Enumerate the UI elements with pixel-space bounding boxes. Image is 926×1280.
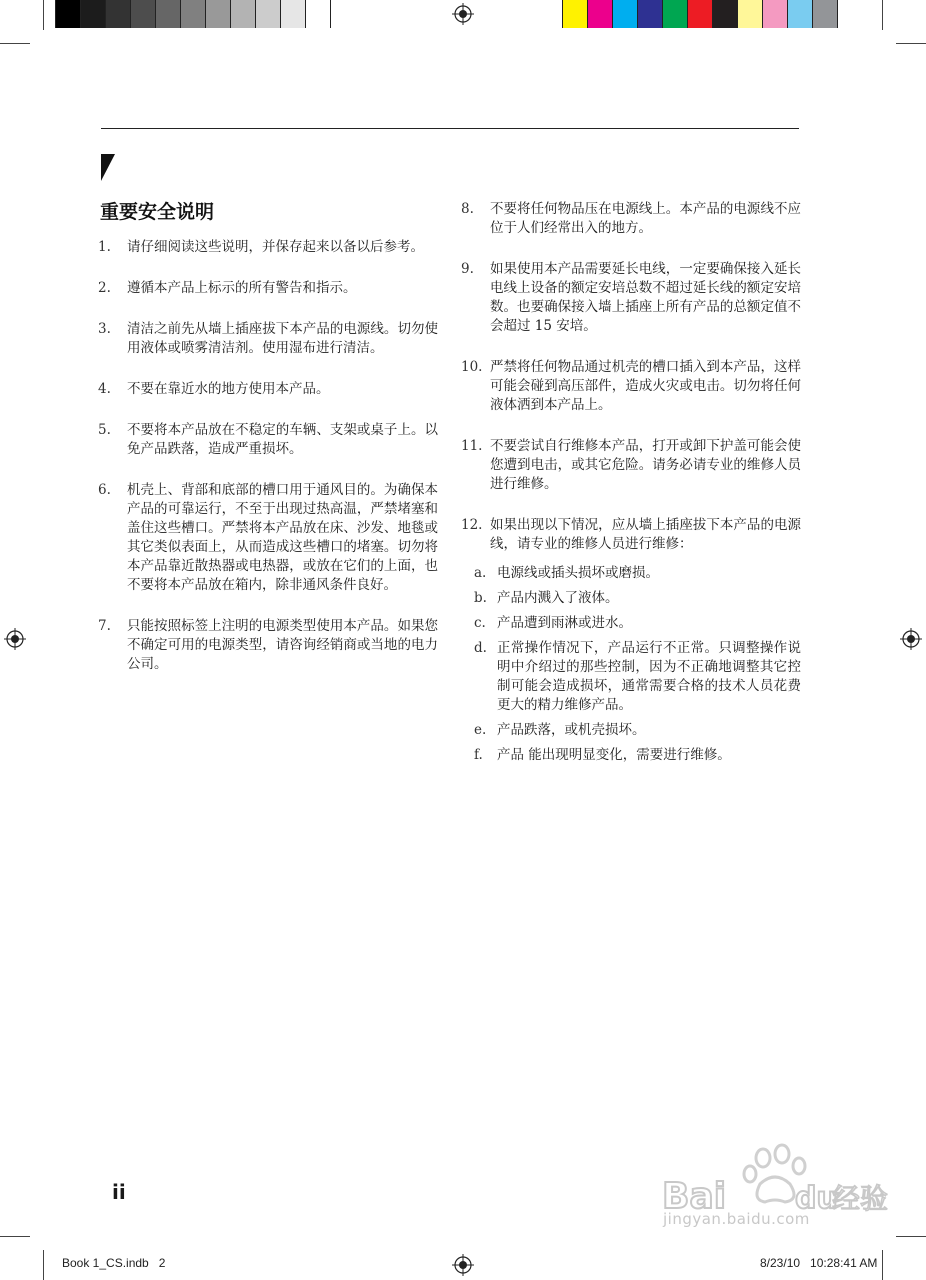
calibration-swatch [181,0,206,28]
crop-mark [896,1236,926,1237]
calibration-swatch [688,0,713,28]
calibration-swatch [81,0,106,28]
list-item-number: f. [474,747,483,763]
calibration-swatch [788,0,813,28]
crop-mark [43,1250,44,1280]
calibration-swatch [713,0,738,28]
registration-mark-icon [4,628,26,650]
list-item-number: 2. [98,280,111,296]
calibration-swatch [106,0,131,28]
list-item-number: 1. [98,239,111,255]
list-item [98,481,438,595]
list-item [461,516,801,554]
list-item [98,421,438,459]
list-item-text: 电源线或插头损坏或磨损。 [497,565,659,581]
right-column [461,200,801,771]
list-item-number: b. [474,590,487,606]
crop-mark [882,1250,883,1280]
list-item-text: 机壳上、背部和底部的槽口用于通风目的。为确保本产品的可靠运行，不至于出现过热高温，严禁堵塞和盖住这些槽口。严禁将本产品放在床、沙发、地毯或其它类似表面上，从而造成这些槽口的堵塞。切勿将本产品靠近散热器或电热器，或放在它们的上面，也不要将本产品放在箱内，除非通风条件良好。 [127,482,438,593]
section-title: 重要安全说明 [100,201,215,223]
watermark-url: jingyan.baidu.com [663,1210,810,1228]
list-item-number: 12. [461,517,483,533]
list-item-text: 请仔细阅读这些说明，并保存起来以备以后参考。 [127,239,424,255]
list-item-text: 不要尝试自行维修本产品，打开或卸下护盖可能会使您遭到电击，或其它危险。请务必请专业的维修人员进行维修。 [490,438,801,492]
list-item-text: 遵循本产品上标示的所有警告和指示。 [127,280,357,296]
calibration-swatch [256,0,281,28]
list-item-number: 11. [461,438,483,454]
list-item-number: d. [474,640,487,656]
list-item-text: 不要将任何物品压在电源线上。本产品的电源线不应位于人们经常出入的地方。 [490,201,801,236]
registration-mark-icon [900,628,922,650]
list-item [461,437,801,494]
list-item-number: 10. [461,359,483,375]
list-item [461,200,801,238]
page-number: ii [112,1180,126,1204]
calibration-swatch [663,0,688,28]
list-item-number: e. [474,722,487,738]
calibration-swatch [131,0,156,28]
list-item [98,617,438,674]
calibration-swatch [281,0,306,28]
left-column [98,238,438,696]
sub-list-item [461,564,801,583]
crop-mark [0,1236,30,1237]
sub-list-item [461,639,801,715]
list-item [98,238,438,257]
calibration-swatch [306,0,331,28]
list-item-text: 正常操作情况下，产品运行不正常。只调整操作说明中介绍过的那些控制，因为不正确地调整其它控制可能会造成损坏，通常需要合格的技术人员花费更大的精力维修产品。 [497,640,801,713]
svg-text:Bai: Bai [662,1176,727,1217]
list-item-number: 8. [461,201,474,217]
list-item-text: 不要在靠近水的地方使用本产品。 [127,381,330,397]
list-item [461,260,801,336]
list-item-number: 7. [98,618,111,634]
list-item-text: 产品内溅入了液体。 [497,590,619,606]
list-item-number: 6. [98,482,111,498]
calibration-swatch [738,0,763,28]
baidu-logo-icon [660,1140,900,1250]
sub-list-item [461,721,801,740]
list-item-text: 如果使用本产品需要延长电线，一定要确保接入延长电线上设备的额定安培总数不超过延长线的额定安培数。也要确保接入墙上插座上所有产品的总额定值不会超过 15 安培。 [490,261,801,334]
sub-item-list [461,564,801,765]
list-item [98,279,438,298]
calibration-swatch [156,0,181,28]
list-item [98,380,438,399]
header-rule [101,128,799,129]
sub-list-item [461,589,801,608]
color-calibration-bar [562,0,838,28]
list-item-number: 9. [461,261,474,277]
list-item-text: 严禁将任何物品通过机壳的槽口插入到本产品，这样可能会碰到高压部件，造成火灾或电击。切勿将任何液体洒到本产品上。 [490,359,801,413]
calibration-swatch [638,0,663,28]
list-item-number: 3. [98,321,111,337]
grayscale-calibration-bar [55,0,331,28]
crop-mark [43,0,44,30]
list-item-text: 产品 能出现明显变化，需要进行维修。 [497,747,731,763]
calibration-swatch [56,0,81,28]
crop-mark [882,0,883,30]
calibration-swatch [763,0,788,28]
calibration-swatch [563,0,588,28]
list-item-number: 4. [98,381,111,397]
list-item-text: 清洁之前先从墙上插座拔下本产品的电源线。切勿使用液体或喷雾清洁剂。使用湿布进行清洁。 [127,321,438,356]
header-tab-marker [101,128,115,181]
footer-file-info: Book 1_CS.indb 2 [62,1256,166,1270]
list-item-text: 不要将本产品放在不稳定的车辆、支架或桌子上。以免产品跌落，造成严重损坏。 [127,422,438,457]
list-item-number: c. [474,615,486,631]
list-item-text: 产品遭到雨淋或进水。 [497,615,632,631]
registration-mark-icon [452,3,474,25]
crop-mark [0,43,30,44]
list-item [98,320,438,358]
list-item-text: 如果出现以下情况，应从墙上插座拔下本产品的电源线，请专业的维修人员进行维修： [490,517,801,552]
list-item-text: 只能按照标签上注明的电源类型使用本产品。如果您不确定可用的电源类型，请咨询经销商或当地的电力公司。 [127,618,438,672]
list-item [461,358,801,415]
calibration-swatch [813,0,838,28]
svg-text:du: du [795,1181,838,1216]
list-item-number: a. [474,565,487,581]
calibration-swatch [613,0,638,28]
footer-timestamp: 8/23/10 10:28:41 AM [760,1256,878,1270]
calibration-swatch [231,0,256,28]
list-item-text: 产品跌落，或机壳损坏。 [497,722,646,738]
calibration-swatch [206,0,231,28]
sub-list-item [461,746,801,765]
crop-mark [896,43,926,44]
calibration-swatch [588,0,613,28]
sub-list-item [461,614,801,633]
list-item-number: 5. [98,422,111,438]
svg-text:经验: 经验 [832,1182,889,1215]
registration-mark-icon [452,1254,474,1276]
